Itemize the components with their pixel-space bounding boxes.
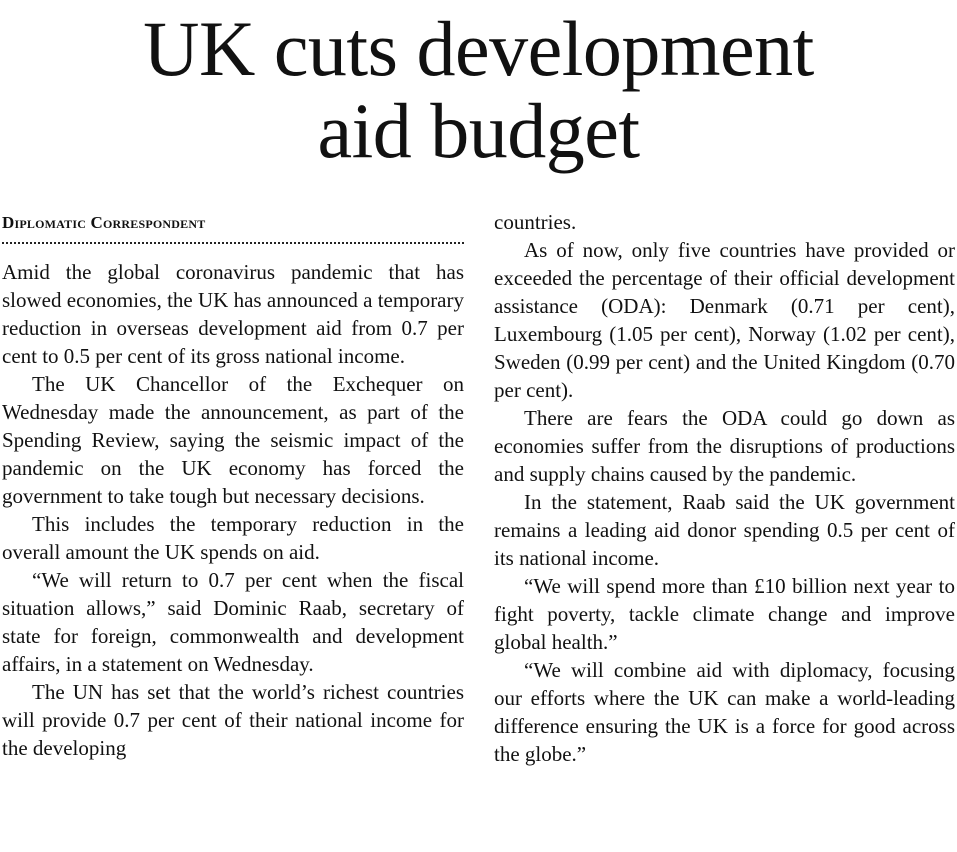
paragraph: There are fears the ODA could go down as economies suffer from the disruptions of productions and supply chains caused by the pandemic. <box>494 406 955 486</box>
paragraph: “We will return to 0.7 per cent when the fiscal situation allows,” said Dominic Raab, secretary of state for foreign, commonwealth and development affairs, in a statement on Wednesday. <box>2 568 464 676</box>
paragraph: countries. <box>494 210 577 234</box>
paragraph: This includes the temporary reduction in the overall amount the UK spends on aid. <box>2 512 464 564</box>
article-column-right <box>494 208 955 768</box>
headline <box>0 5 957 174</box>
paragraph: The UN has set that the world’s richest countries will provide 0.7 per cent of their national income for the developing <box>2 680 464 760</box>
headline-line-1: UK cuts development <box>143 5 814 92</box>
paragraph: “We will spend more than £10 billion next year to fight poverty, tackle climate change and improve global health.” <box>494 574 955 654</box>
paragraph: Amid the global coronavirus pandemic that has slowed economies, the UK has announced a temporary reduction in overseas development aid from 0.7 per cent to 0.5 per cent of its gross national income. <box>2 260 464 368</box>
byline: Diplomatic Correspondent <box>2 213 206 232</box>
paragraph: “We will combine aid with diplomacy, focusing our efforts where the UK can make a world-leading difference ensuring the UK is a force for good across the globe.” <box>494 658 955 766</box>
paragraph: As of now, only five countries have provided or exceeded the percentage of their official development assistance (ODA): Denmark (0.71 per cent), Luxembourg (1.05 per cent), Norway (1.02 per cent), Sweden (0.99 per cent) and the United Kingdom (0.70 per cent). <box>494 238 955 402</box>
byline-divider <box>2 242 464 244</box>
paragraph: The UK Chancellor of the Exchequer on Wednesday made the announcement, as part of the Spending Review, saying the seismic impact of the pandemic on the UK economy has forced the government to take tough but necessary decisions. <box>2 372 464 508</box>
paragraph: In the statement, Raab said the UK government remains a leading aid donor spending 0.5 per cent of its national income. <box>494 490 955 570</box>
article-column-left <box>2 258 464 762</box>
headline-line-2: aid budget <box>317 87 640 174</box>
